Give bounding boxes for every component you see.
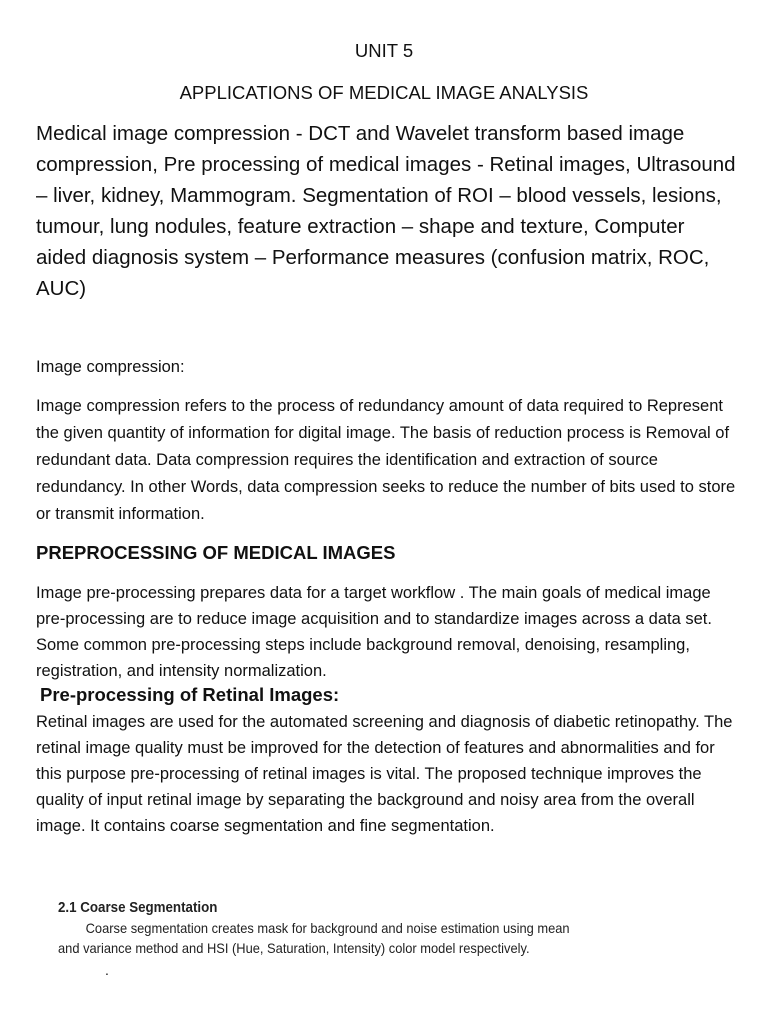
syllabus-paragraph: Medical image compression - DCT and Wavelet transform based image compression, Pre processing of medical images - Retinal images, Ultrasound – liver, kidney, Mammogram. Segmentation of ROI – blood vessels, lesions, tumour, lung nodules, feature extraction – shape and texture, Computer aided diagnosis system – Performance measures (confusion matrix, ROC, AUC) <box>36 122 736 300</box>
preprocessing-paragraph: Image pre-processing prepares data for a target workflow . The main goals of medical image pre-processing are to reduce image acquisition and to standardize images across a data set. Some common pre-processing steps include background removal, denoising, resampling, registration, and intensity normalization. <box>36 584 712 680</box>
unit-heading: UNIT 5 <box>354 40 414 61</box>
image-compression-heading: Image compression: <box>36 358 185 376</box>
stray-mark: . <box>105 962 109 978</box>
retinal-heading: Pre-processing of Retinal Images: <box>40 684 340 705</box>
coarse-segmentation-line-1: Coarse segmentation creates mask for background and noise estimation using mean <box>85 920 570 936</box>
coarse-segmentation-heading: 2.1 Coarse Segmentation <box>58 900 218 916</box>
retinal-paragraph: Retinal images are used for the automated screening and diagnosis of diabetic retinopathy. The retinal image quality must be improved for the detection of features and abnormalities and for this purpose pre-processing of retinal images is vital. The proposed technique improves the quality of input retinal image by separating the background and noisy area from the overall image. It contains coarse segmentation and fine segmentation. <box>36 713 733 835</box>
coarse-segmentation-text <box>58 918 610 958</box>
page-title: APPLICATIONS OF MEDICAL IMAGE ANALYSIS <box>179 82 589 103</box>
coarse-segmentation-excerpt <box>58 900 658 958</box>
image-compression-paragraph: Image compression refers to the process of redundancy amount of data required to Represent the given quantity of information for digital image. The basis of reduction process is Removal of redundant data. Data compression requires the identification and extraction of source redundancy. In other Words, data compression seeks to reduce the number of bits used to store or transmit information. <box>36 397 736 523</box>
preprocessing-heading: PREPROCESSING OF MEDICAL IMAGES <box>36 542 396 563</box>
coarse-segmentation-line-2: and variance method and HSI (Hue, Saturation, Intensity) color model respectively. <box>58 940 530 956</box>
